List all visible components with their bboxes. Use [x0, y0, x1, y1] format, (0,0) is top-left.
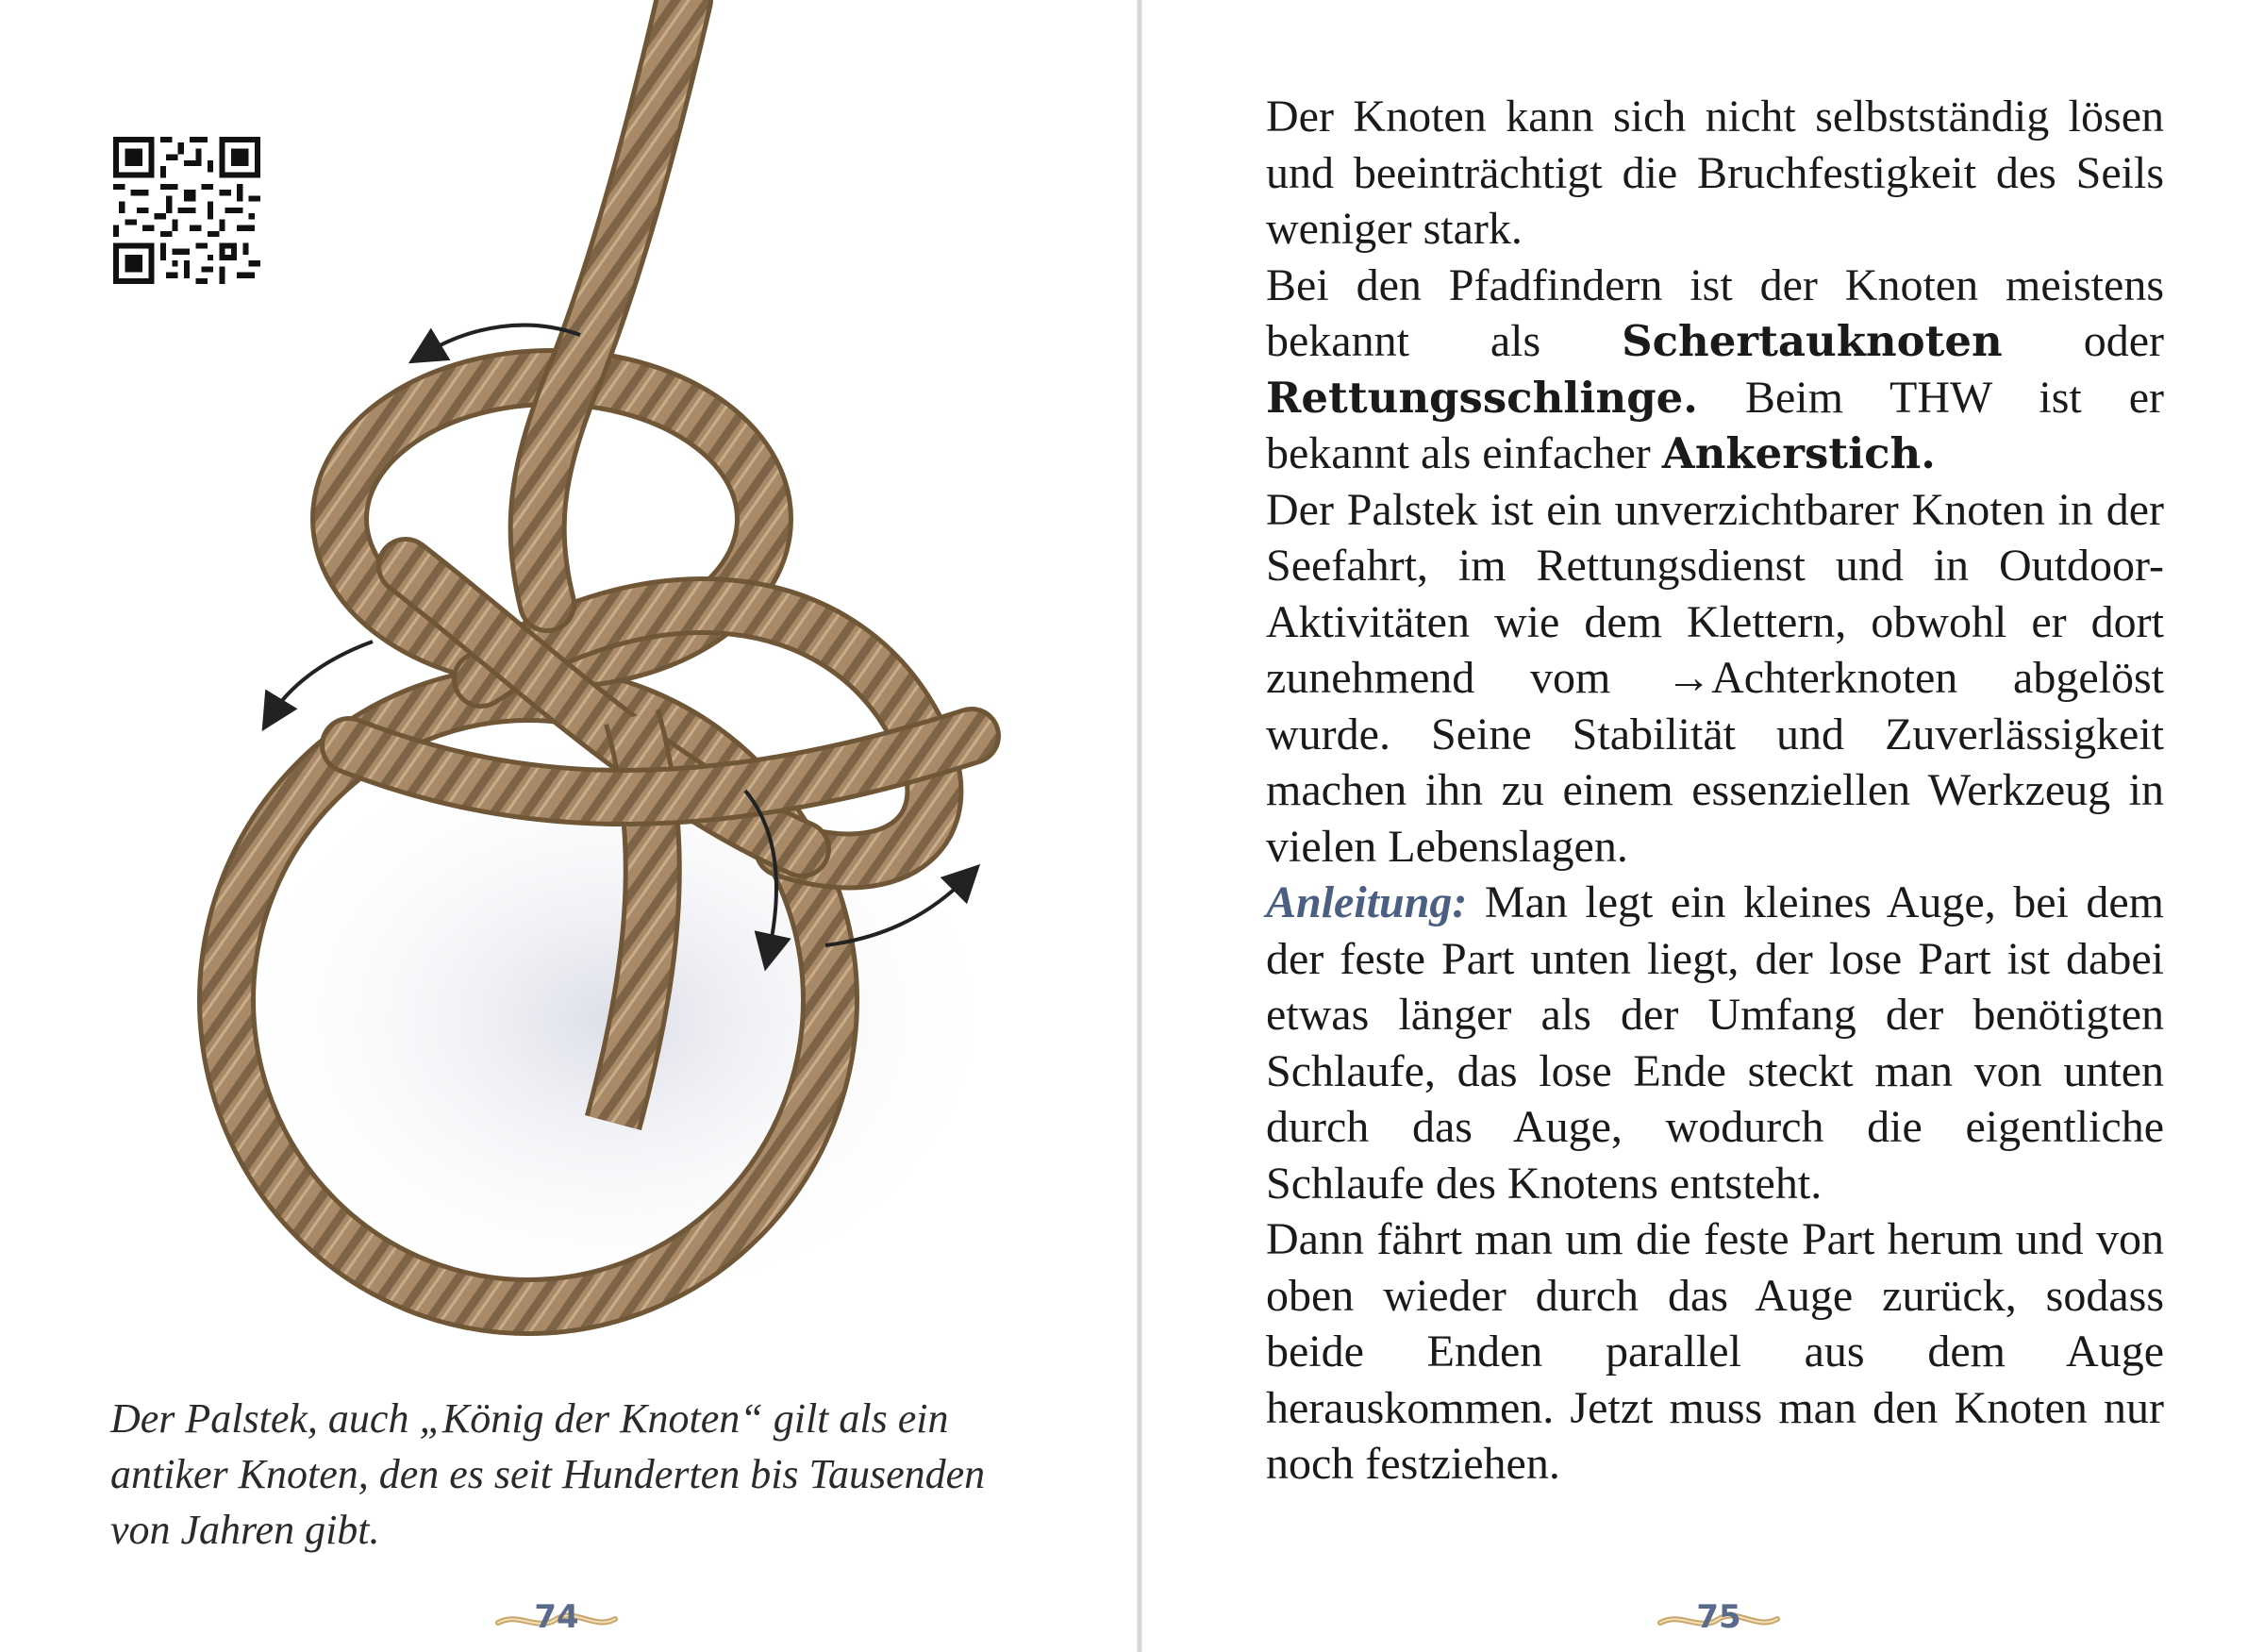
paragraph: Bei den Pfadfindern ist der Knoten meistens bekannt als Schertauknoten oder Rettungsschlinge. Beim THW ist er bekannt als einfacher Ankerstich. — [1266, 259, 2164, 478]
bowline-knot-illustration — [123, 0, 1028, 1368]
term-bold: Schertauknoten — [1622, 316, 2003, 366]
body-text — [1266, 89, 2164, 1493]
book-gutter — [1137, 0, 1142, 1652]
page-number-left — [491, 1594, 623, 1640]
page-number-label: 74 — [534, 1598, 579, 1636]
paragraph: Anleitung: Man legt ein kleines Auge, bei dem der feste Part unten liegt, der lose Part ist dabei etwas länger als der Umfang der benötigten Schlaufe, das lose Ende steckt man von unten durch das Auge, wodurch die eigentliche Schlaufe des Knotens entsteht. — [1266, 877, 2164, 1209]
paragraph: Dann fährt man um die feste Part herum und von oben wieder durch das Auge zurück, sodass beide Enden parallel aus dem Auge herauskommen. Jetzt muss man den Knoten nur noch festziehen. — [1266, 1214, 2164, 1489]
paragraph: Der Palstek ist ein unverzichtbarer Knoten in der Seefahrt, im Rettungsdienst und in Outdoor-Aktivitäten wie dem Klettern, obwohl er dort zunehmend vom →Achterknoten abgelöst wurde. Seine Stabilität und Zuverlässigkeit machen ihn zu einem essenziellen Werkzeug in vielen Lebenslagen. — [1266, 484, 2164, 872]
page-number-label: 75 — [1696, 1598, 1741, 1636]
instruction-label: Anleitung: — [1266, 877, 1468, 927]
figure-caption: Der Palstek, auch „König der Knoten“ gilt als ein antiker Knoten, den es seit Hunderten bis Tausenden von Jahren gibt. — [110, 1395, 986, 1553]
term-bold: Ankerstich. — [1661, 428, 1936, 478]
curved-arrow-icon — [272, 642, 373, 715]
term-bold: Rettungsschlinge. — [1266, 372, 1698, 423]
paragraph: Der Knoten kann sich nicht selbstständig lösen und beeinträchtigt die Bruchfestigkeit des Seils weniger stark. — [1266, 92, 2164, 254]
page-number-right — [1653, 1594, 1785, 1640]
